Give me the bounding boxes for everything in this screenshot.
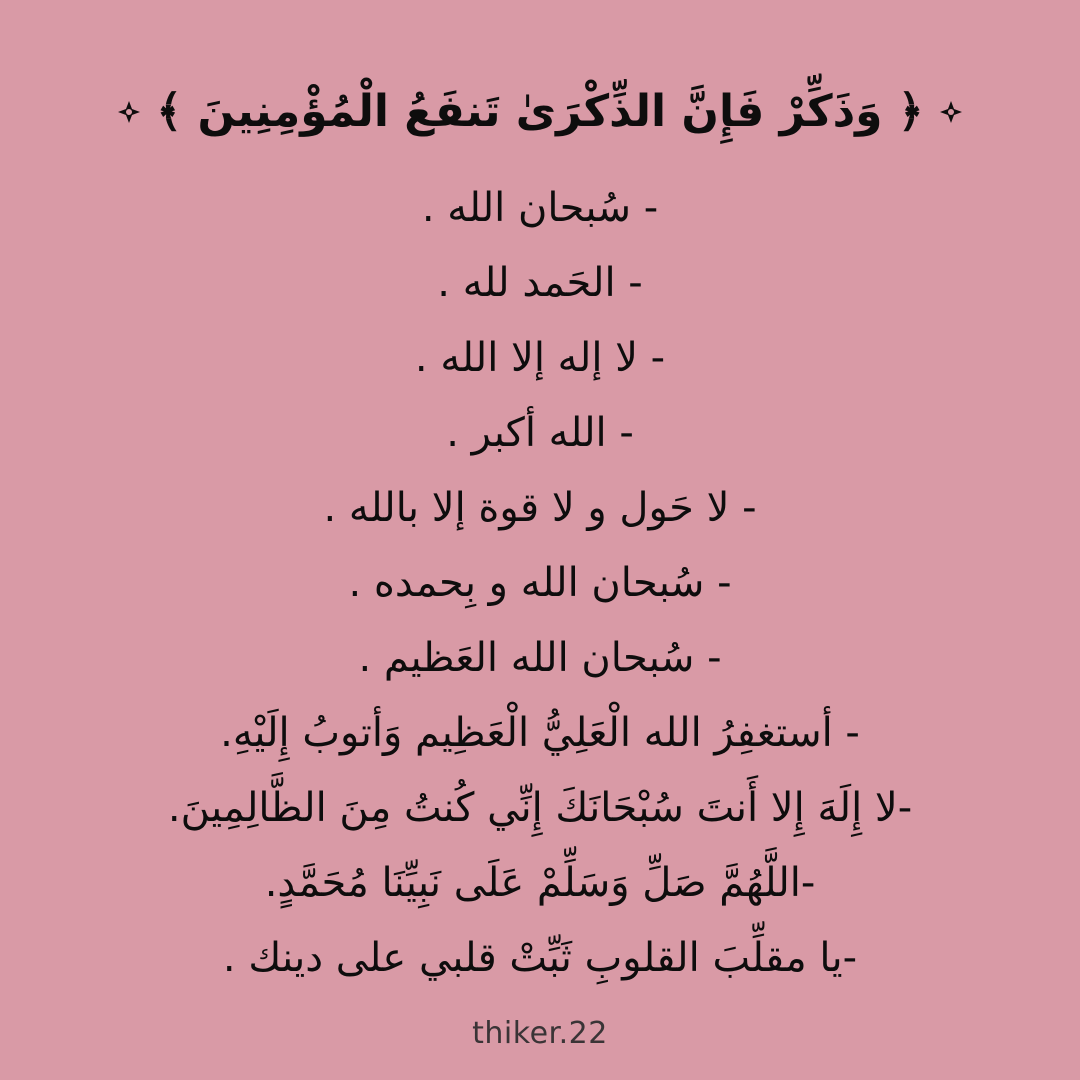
ornament-icon — [938, 99, 964, 125]
list-item: - الحَمد لله . — [437, 259, 643, 306]
list-item: -لا إِلَهَ إِلا أَنتَ سُبْحَانَكَ إِنِّي كُنتُ مِنَ الظَّالِمِينَ. — [167, 784, 913, 831]
watermark: thiker.22 — [472, 1016, 608, 1051]
list-item: -يا مقلِّبَ القلوبِ ثَبِّتْ قلبي على دينك . — [222, 934, 858, 981]
list-item: - سُبحان الله و بِحمده . — [348, 559, 732, 606]
list-item: - أستغفِرُ الله الْعَلِيُّ الْعَظِيم وَأتوبُ إِلَيْهِ. — [220, 709, 860, 756]
list-item: - سُبحان الله العَظيم . — [358, 634, 722, 681]
page-title: ﴿ وَذَكِّرْ فَإِنَّ الذِّكْرَىٰ تَنفَعُ الْمُؤْمِنِينَ ﴾ — [156, 86, 924, 137]
dhikr-list — [0, 170, 1080, 995]
list-item: -اللَّهُمَّ صَلِّ وَسَلِّمْ عَلَى نَبِيِّنَا مُحَمَّدٍ. — [264, 859, 816, 906]
list-item: - لا حَول و لا قوة إلا بالله . — [323, 484, 757, 531]
list-item: - لا إله إلا الله . — [414, 334, 666, 381]
list-item: - الله أكبر . — [446, 409, 634, 456]
list-item: - سُبحان الله . — [421, 184, 659, 231]
header — [0, 62, 1080, 162]
ornament-icon — [116, 99, 142, 125]
